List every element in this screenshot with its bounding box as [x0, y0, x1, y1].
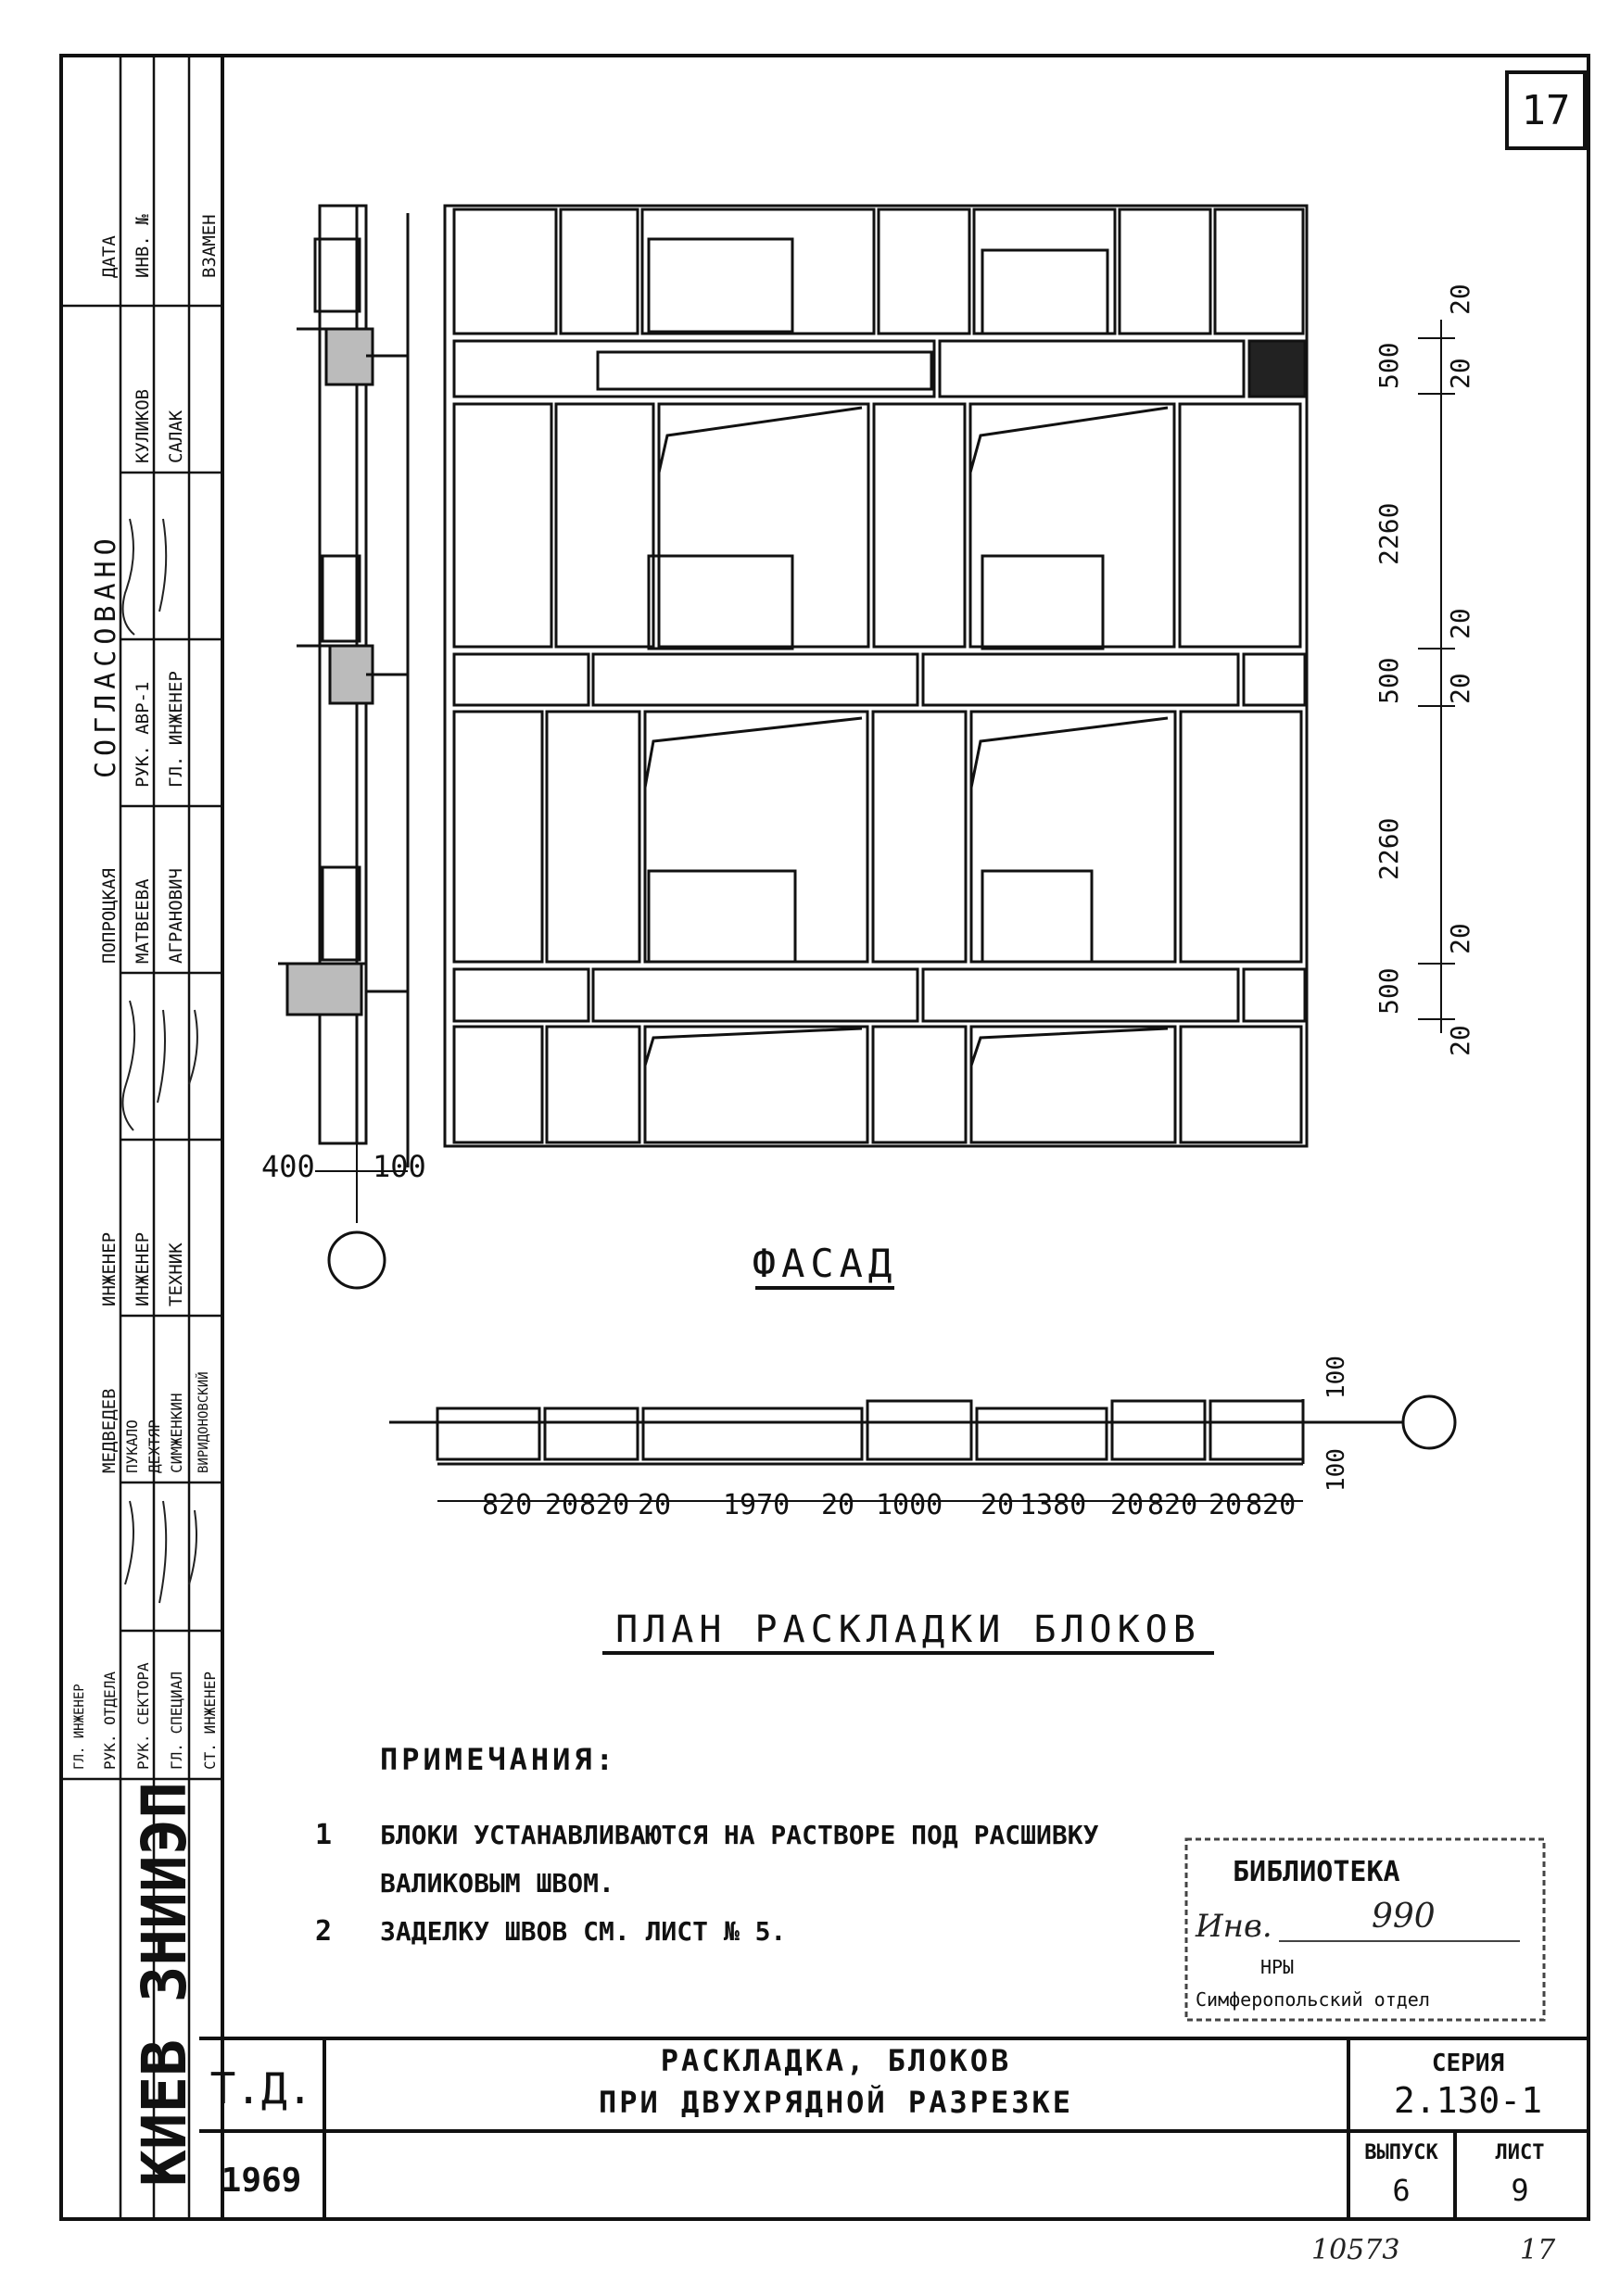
svg-text:500: 500 — [1373, 967, 1404, 1015]
svg-text:ПОПРОЦКАЯ: ПОПРОЦКАЯ — [99, 868, 120, 964]
svg-text:20: 20 — [1445, 923, 1475, 954]
side-table-text — [72, 214, 220, 2187]
sheet-number: 17 — [1521, 87, 1571, 134]
svg-text:2260: 2260 — [1373, 817, 1404, 880]
signature-mark — [125, 1501, 196, 1603]
block-layout-plan — [389, 1399, 1404, 1464]
svg-text:РАСКЛАДКА, БЛОКОВ: РАСКЛАДКА, БЛОКОВ — [660, 2043, 1012, 2078]
svg-text:РУК. АВР-1: РУК. АВР-1 — [133, 681, 153, 788]
svg-text:100: 100 — [1323, 1448, 1350, 1492]
svg-text:20: 20 — [545, 1489, 579, 1521]
svg-text:820: 820 — [482, 1489, 533, 1521]
signature-mark — [123, 519, 167, 635]
svg-text:Инв.: Инв. — [1196, 1908, 1272, 1945]
svg-text:САЛАК: САЛАК — [166, 410, 186, 463]
org-logo: КИЕВ ЗНИИЭП — [129, 1781, 200, 2187]
svg-text:20: 20 — [1445, 673, 1475, 704]
sheet-frame — [61, 56, 1588, 2219]
svg-text:820: 820 — [1246, 1489, 1297, 1521]
svg-text:990: 990 — [1372, 1898, 1436, 1936]
svg-text:500: 500 — [1373, 657, 1404, 704]
plan-dims — [437, 1356, 1350, 1521]
svg-text:Симферопольский отдел: Симферопольский отдел — [1196, 1988, 1430, 2011]
facade-section — [278, 206, 408, 1167]
svg-text:ДЕХТЯР: ДЕХТЯР — [146, 1419, 163, 1473]
svg-text:820: 820 — [1147, 1489, 1198, 1521]
svg-text:КУЛИКОВ: КУЛИКОВ — [133, 388, 153, 463]
svg-text:ЗАДЕЛКУ ШВОВ СМ. ЛИСТ № 5.: ЗАДЕЛКУ ШВОВ СМ. ЛИСТ № 5. — [380, 1916, 787, 1947]
svg-text:9: 9 — [1511, 2173, 1529, 2208]
svg-text:20: 20 — [821, 1489, 855, 1521]
svg-text:20: 20 — [1445, 284, 1475, 315]
svg-text:20: 20 — [1110, 1489, 1145, 1521]
svg-text:ВИРИДОНОВСКИЙ: ВИРИДОНОВСКИЙ — [196, 1371, 211, 1473]
facade-dims-right — [1373, 284, 1475, 1056]
archive-number: 10573 — [1311, 2234, 1400, 2266]
svg-text:НРЫ: НРЫ — [1260, 1956, 1295, 1978]
svg-text:20: 20 — [1445, 358, 1475, 389]
svg-text:ВЫПУСК: ВЫПУСК — [1364, 2141, 1438, 2164]
svg-text:ГЛ. ИНЖЕНЕР: ГЛ. ИНЖЕНЕР — [166, 671, 186, 788]
svg-text:СОГЛАСОВАНО: СОГЛАСОВАНО — [90, 533, 122, 778]
facade-bottom-dims — [261, 1143, 426, 1288]
svg-text:АГРАНОВИЧ: АГРАНОВИЧ — [166, 868, 186, 964]
svg-text:820: 820 — [579, 1489, 630, 1521]
svg-text:20: 20 — [981, 1489, 1015, 1521]
svg-text:ИНЖЕНЕР: ИНЖЕНЕР — [133, 1231, 153, 1306]
svg-text:ПУКАЛО: ПУКАЛО — [123, 1419, 141, 1473]
svg-text:ТЕХНИК: ТЕХНИК — [166, 1243, 186, 1306]
svg-text:100: 100 — [1323, 1356, 1350, 1399]
svg-text:ДАТА: ДАТА — [99, 235, 120, 278]
svg-text:РУК. ОТДЕЛА: РУК. ОТДЕЛА — [101, 1672, 119, 1770]
svg-text:РУК. СЕКТОРА: РУК. СЕКТОРА — [134, 1662, 152, 1770]
svg-text:ПРИ ДВУХРЯДНОЙ РАЗРЕЗКЕ: ПРИ ДВУХРЯДНОЙ РАЗРЕЗКЕ — [598, 2085, 1074, 2120]
svg-text:1970: 1970 — [723, 1489, 791, 1521]
svg-text:1969: 1969 — [221, 2162, 302, 2200]
svg-text:2.130-1: 2.130-1 — [1393, 2080, 1543, 2121]
svg-text:20: 20 — [1445, 608, 1475, 639]
svg-text:ГЛ. ИНЖЕНЕР: ГЛ. ИНЖЕНЕР — [72, 1684, 87, 1770]
svg-text:1000: 1000 — [876, 1489, 943, 1521]
svg-text:2: 2 — [315, 1915, 333, 1948]
svg-text:1: 1 — [315, 1819, 333, 1851]
axis-marker — [1403, 1396, 1455, 1448]
svg-text:400: 400 — [261, 1149, 315, 1184]
svg-text:МАТВЕЕВА: МАТВЕЕВА — [133, 878, 153, 964]
svg-text:МЕДВЕДЕВ: МЕДВЕДЕВ — [99, 1388, 120, 1473]
title-block-text — [210, 2043, 1545, 2208]
sheet-number-bottom: 17 — [1520, 2234, 1556, 2266]
svg-text:ИНВ. №: ИНВ. № — [133, 214, 153, 278]
svg-text:СЕРИЯ: СЕРИЯ — [1431, 2050, 1505, 2077]
svg-text:БИБЛИОТЕКА: БИБЛИОТЕКА — [1233, 1856, 1400, 1888]
svg-text:1380: 1380 — [1019, 1489, 1087, 1521]
svg-text:СИМЖЕНКИН: СИМЖЕНКИН — [168, 1393, 185, 1473]
svg-text:ГЛ. СПЕЦИАЛ: ГЛ. СПЕЦИАЛ — [168, 1672, 185, 1770]
svg-text:20: 20 — [1209, 1489, 1243, 1521]
svg-text:2260: 2260 — [1373, 502, 1404, 565]
svg-text:100: 100 — [373, 1149, 426, 1184]
plan-title: ПЛАН РАСКЛАДКИ БЛОКОВ — [615, 1608, 1201, 1651]
svg-text:ЛИСТ: ЛИСТ — [1495, 2141, 1545, 2164]
notes-title: ПРИМЕЧАНИЯ: — [380, 1742, 617, 1777]
svg-text:20: 20 — [1445, 1025, 1475, 1056]
facade-elevation — [445, 206, 1307, 1146]
svg-text:6: 6 — [1392, 2173, 1411, 2208]
facade-title: ФАСАД — [752, 1241, 898, 1286]
svg-text:Т.Д.: Т.Д. — [209, 2063, 313, 2113]
svg-text:ВАЛИКОВЫМ ШВОМ.: ВАЛИКОВЫМ ШВОМ. — [380, 1868, 614, 1899]
svg-text:20: 20 — [638, 1489, 672, 1521]
library-stamp — [1186, 1839, 1544, 2020]
svg-text:ВЗАМЕН: ВЗАМЕН — [199, 214, 220, 278]
svg-text:500: 500 — [1373, 342, 1404, 389]
axis-marker — [329, 1232, 385, 1288]
svg-text:СТ. ИНЖЕНЕР: СТ. ИНЖЕНЕР — [201, 1672, 219, 1770]
notes — [315, 1742, 1099, 1948]
svg-text:БЛОКИ УСТАНАВЛИВАЮТСЯ НА РАСТВ: БЛОКИ УСТАНАВЛИВАЮТСЯ НА РАСТВОРЕ ПОД РАСШИВКУ — [380, 1820, 1099, 1850]
svg-text:ИНЖЕНЕР: ИНЖЕНЕР — [99, 1231, 120, 1306]
signature-mark — [122, 1001, 196, 1130]
